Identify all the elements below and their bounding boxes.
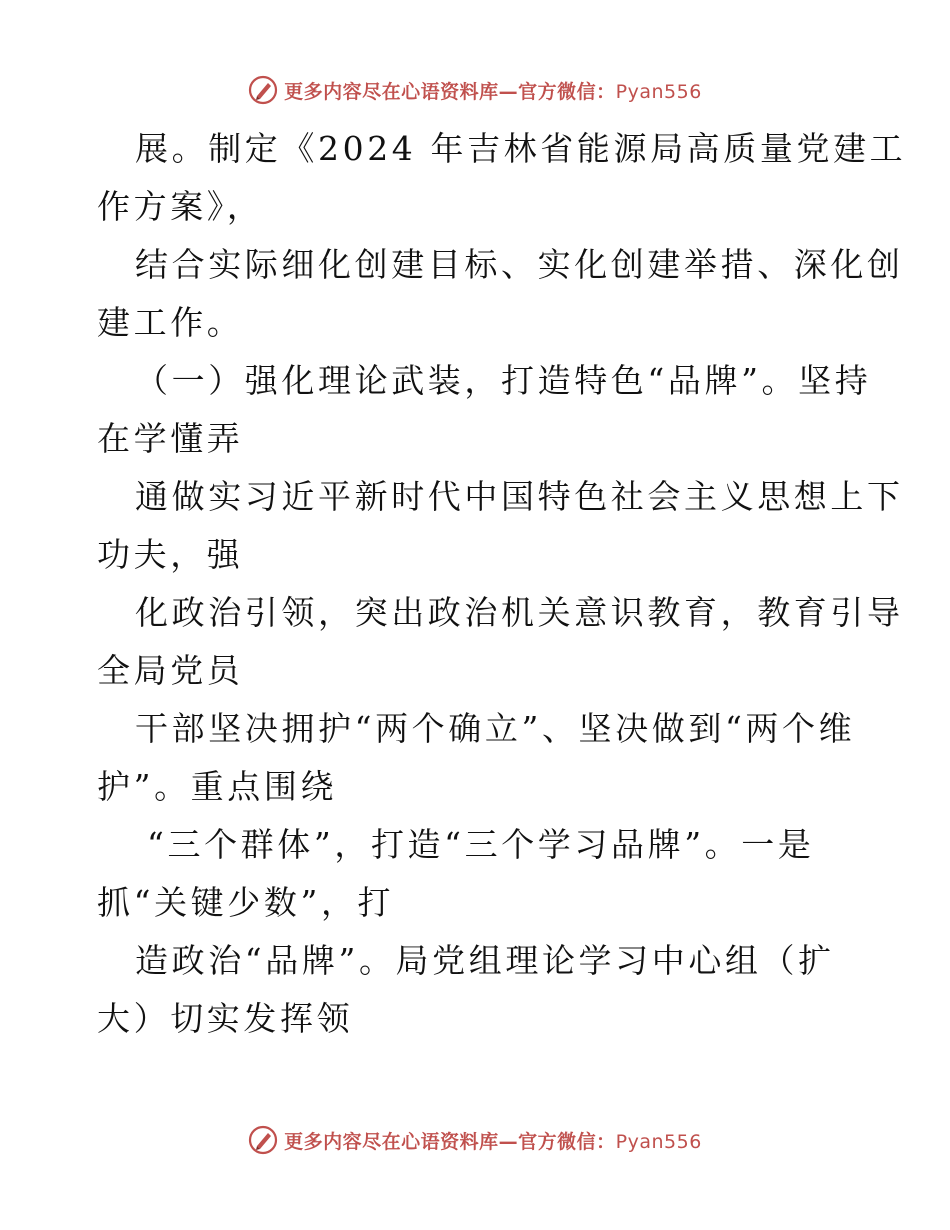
text-line: 作方案》， — [97, 187, 264, 226]
text-line: 通做实习近平新时代中国特色社会主义思想上下 — [135, 477, 904, 516]
text-line: 建工作。 — [97, 303, 244, 342]
text-line: 展。制定《2024 年吉林省能源局高质量党建工 — [135, 129, 907, 168]
text-line: 造政治“品牌”。局党组理论学习中心组（扩 — [135, 941, 835, 980]
text-line: 抓“关键少数”，打 — [97, 883, 395, 922]
text-line: 化政治引领，突出政治机关意识教育，教育引导 — [135, 593, 904, 632]
text-line: “三个群体”，打造“三个学习品牌”。一是 — [147, 825, 815, 864]
pen-seal-icon — [248, 1125, 278, 1155]
header-watermark — [0, 72, 950, 108]
text-line: 大）切实发挥领 — [97, 999, 354, 1038]
watermark-text: 更多内容尽在心语资料库—官方微信：Pyan556 — [284, 80, 702, 103]
text-line: （一）强化理论武装，打造特色“品牌”。坚持 — [135, 361, 872, 400]
document-body — [97, 120, 907, 1048]
text-line: 全局党员 — [97, 651, 244, 690]
text-line: 功夫，强 — [97, 535, 244, 574]
pen-seal-icon — [248, 75, 278, 105]
text-line: 在学懂弄 — [97, 419, 244, 458]
text-line: 干部坚决拥护“两个确立”、坚决做到“两个维 — [135, 709, 856, 748]
footer-watermark — [0, 1122, 950, 1158]
text-line: 护”。重点围绕 — [97, 767, 338, 806]
watermark-text: 更多内容尽在心语资料库—官方微信：Pyan556 — [284, 1130, 702, 1153]
text-line: 结合实际细化创建目标、实化创建举措、深化创 — [135, 245, 904, 284]
